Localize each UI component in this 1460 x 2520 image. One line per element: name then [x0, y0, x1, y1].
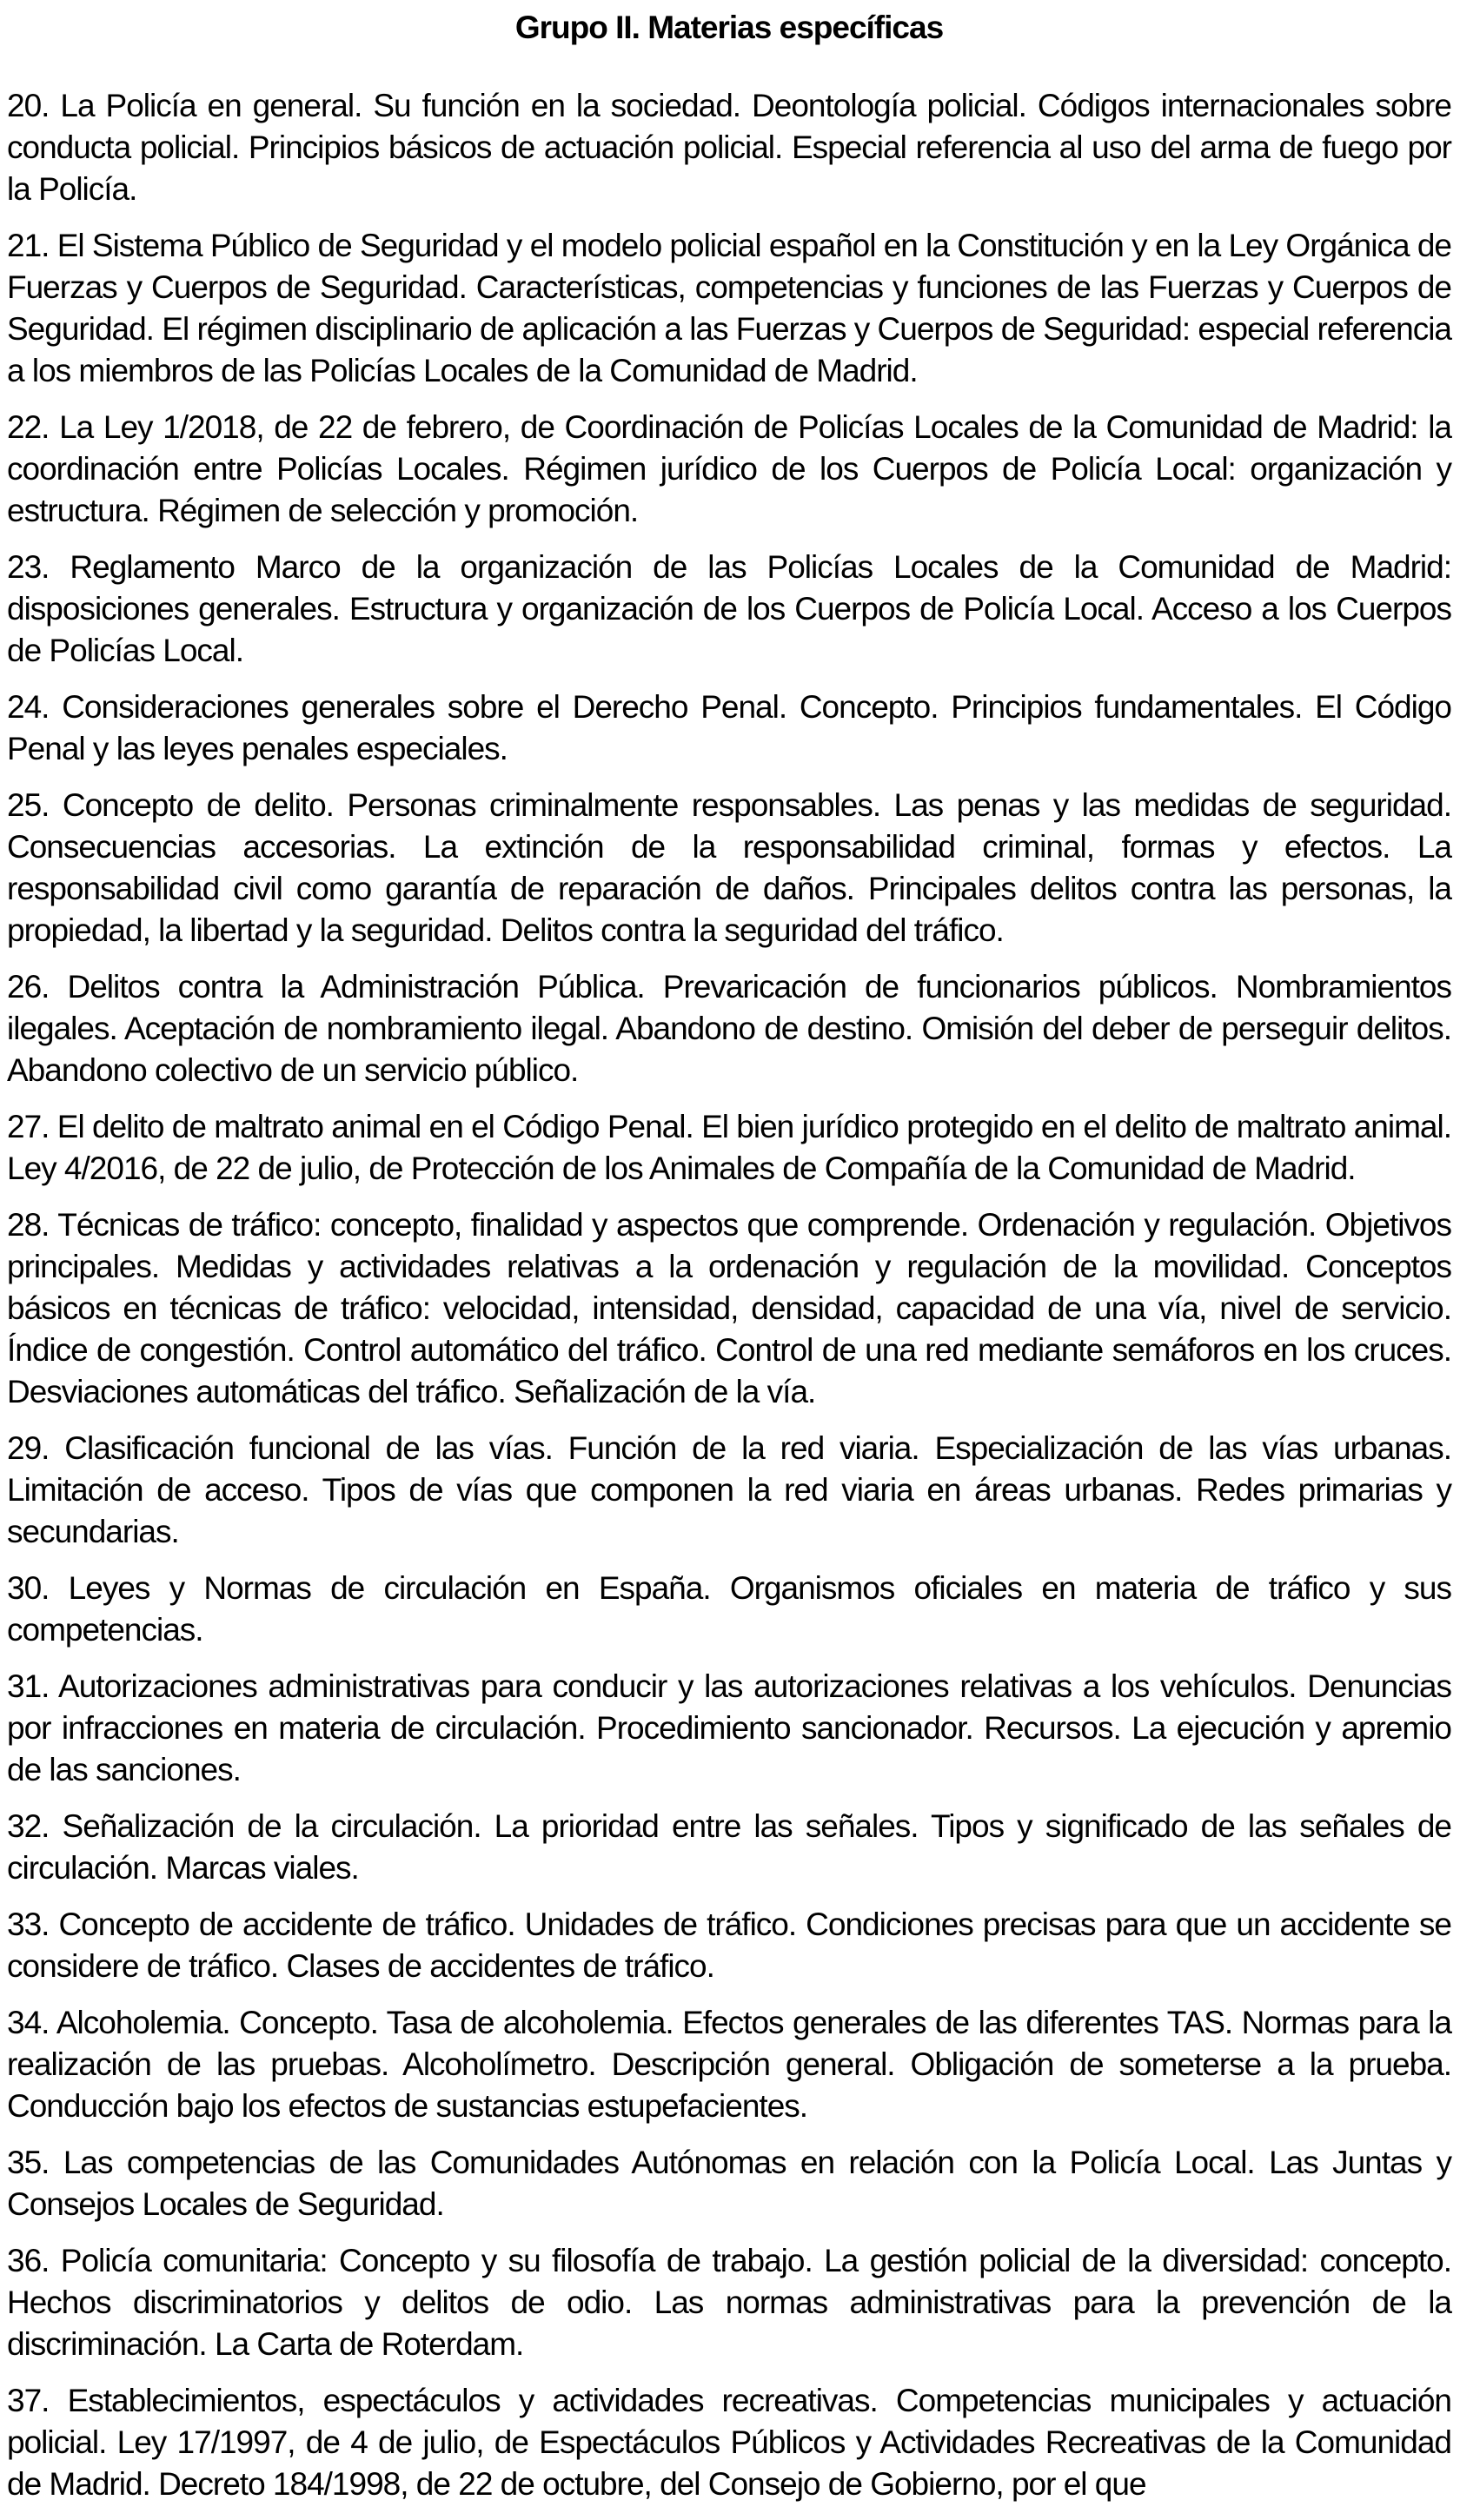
- topic-item-26: [7, 966, 1451, 1091]
- topic-number: 33.: [7, 1907, 50, 1942]
- topic-text: Policía comunitaria: Concepto y su filosofía de trabajo. La gestión policial de la diversidad: concepto. Hechos discriminatorios y delitos de odio. Las normas administrativas para la prevención de la discriminación. La Carta de Roterdam.: [7, 2243, 1451, 2362]
- topic-item-27: [7, 1106, 1451, 1190]
- topic-number: 28.: [7, 1207, 50, 1243]
- topic-item-28: [7, 1204, 1451, 1413]
- topic-item-31: [7, 1666, 1451, 1791]
- page-title: Grupo II. Materias específicas: [514, 10, 944, 45]
- topic-item-35: [7, 2142, 1451, 2225]
- topic-text: El delito de maltrato animal en el Código Penal. El bien jurídico protegido en el delito de maltrato animal. Ley 4/2016, de 22 de julio, de Protección de los Animales de Compañía de la Comunidad de Madrid.: [7, 1109, 1452, 1186]
- topic-number: 29.: [7, 1430, 50, 1466]
- topic-item-37: [7, 2380, 1451, 2505]
- topic-item-25: [7, 785, 1451, 952]
- topic-text: Reglamento Marco de la organización de las Policías Locales de la Comunidad de Madrid: disposiciones generales. Estructura y organización de los Cuerpos de Policía Local. Acceso a los Cuerpos de Policías Local.: [7, 549, 1452, 668]
- topic-number: 36.: [7, 2243, 50, 2278]
- topic-number: 22.: [7, 409, 50, 445]
- topic-item-36: [7, 2240, 1451, 2365]
- topic-item-24: [7, 686, 1451, 770]
- topic-text: Delitos contra la Administración Pública. Prevaricación de funcionarios públicos. Nombramientos ilegales. Aceptación de nombramiento ilegal. Abandono de destino. Omisión del deber de perseguir delitos. Abandono colectivo de un servicio público.: [7, 969, 1451, 1088]
- topic-text: Concepto de delito. Personas criminalmente responsables. Las penas y las medidas de seguridad. Consecuencias accesorias. La extinción de la responsabilidad criminal, formas y efectos. La responsabilidad civil como garantía de reparación de daños. Principales delitos contra las personas, la propiedad, la libertad y la seguridad. Delitos contra la seguridad del tráfico.: [7, 787, 1451, 948]
- topic-number: 30.: [7, 1570, 50, 1606]
- topic-item-29: [7, 1428, 1451, 1553]
- topic-text: Las competencias de las Comunidades Autónomas en relación con la Policía Local. Las Juntas y Consejos Locales de Seguridad.: [7, 2145, 1451, 2222]
- topic-text: Concepto de accidente de tráfico. Unidades de tráfico. Condiciones precisas para que un accidente se considere de tráfico. Clases de accidentes de tráfico.: [7, 1907, 1452, 1984]
- topic-number: 26.: [7, 969, 50, 1005]
- topic-item-34: [7, 2002, 1451, 2127]
- topic-number: 35.: [7, 2145, 50, 2180]
- topic-number: 31.: [7, 1668, 50, 1704]
- topic-text: Consideraciones generales sobre el Derecho Penal. Concepto. Principios fundamentales. El Código Penal y las leyes penales especiales.: [7, 689, 1451, 766]
- topic-text: El Sistema Público de Seguridad y el modelo policial español en la Constitución y en la Ley Orgánica de Fuerzas y Cuerpos de Seguridad. Características, competencias y funciones de las Fuerzas y Cuerpos de Seguridad. El régimen disciplinario de aplicación a las Fuerzas y Cuerpos de Seguridad: especial referencia a los miembros de las Policías Locales de la Comunidad de Madrid.: [7, 228, 1451, 388]
- topic-item-21: [7, 225, 1451, 392]
- topic-text: Autorizaciones administrativas para conducir y las autorizaciones relativas a los vehículos. Denuncias por infracciones en materia de circulación. Procedimiento sancionador. Recursos. La ejecución y apremio de las sanciones.: [7, 1668, 1451, 1787]
- topic-text: Establecimientos, espectáculos y actividades recreativas. Competencias municipales y actuación policial. Ley 17/1997, de 4 de julio, de Espectáculos Públicos y Actividades Recreativas de la Comunidad de Madrid. Decreto 184/1998, de 22 de octubre, del Consejo de Gobierno, por el que: [7, 2383, 1452, 2502]
- topic-number: 27.: [7, 1109, 50, 1144]
- topic-number: 32.: [7, 1808, 50, 1844]
- topic-number: 37.: [7, 2383, 50, 2418]
- topic-item-22: [7, 407, 1451, 532]
- topic-text: Alcoholemia. Concepto. Tasa de alcoholemia. Efectos generales de las diferentes TAS. Normas para la realización de las pruebas. Alcoholímetro. Descripción general. Obligación de someterse a la prueba. Conducción bajo los efectos de sustancias estupefacientes.: [7, 2005, 1451, 2124]
- topic-item-20: [7, 85, 1451, 210]
- topic-text: Leyes y Normas de circulación en España. Organismos oficiales en materia de tráfico y sus competencias.: [7, 1570, 1452, 1648]
- topic-number: 23.: [7, 549, 50, 585]
- topic-text: Clasificación funcional de las vías. Función de la red viaria. Especialización de las vías urbanas. Limitación de acceso. Tipos de vías que componen la red viaria en áreas urbanas. Redes primarias y secundarias.: [7, 1430, 1452, 1549]
- topic-number: 24.: [7, 689, 50, 725]
- topic-text: La Policía en general. Su función en la sociedad. Deontología policial. Códigos internacionales sobre conducta policial. Principios básicos de actuación policial. Especial referencia al uso del arma de fuego por la Policía.: [7, 88, 1452, 207]
- topic-item-30: [7, 1568, 1451, 1651]
- topic-item-32: [7, 1806, 1451, 1889]
- topic-number: 34.: [7, 2005, 50, 2040]
- topic-item-33: [7, 1904, 1451, 1987]
- topic-number: 21.: [7, 228, 50, 263]
- topic-number: 20.: [7, 88, 50, 123]
- topic-text: La Ley 1/2018, de 22 de febrero, de Coordinación de Policías Locales de la Comunidad de Madrid: la coordinación entre Policías Locales. Régimen jurídico de los Cuerpos de Policía Local: organización y estructura. Régimen de selección y promoción.: [7, 409, 1451, 528]
- topic-number: 25.: [7, 787, 50, 823]
- topic-text: Señalización de la circulación. La prioridad entre las señales. Tipos y significado de las señales de circulación. Marcas viales.: [7, 1808, 1452, 1886]
- topic-item-23: [7, 547, 1451, 672]
- topic-text: Técnicas de tráfico: concepto, finalidad y aspectos que comprende. Ordenación y regulación. Objetivos principales. Medidas y actividades relativas a la ordenación y regulación de la movilidad. Conceptos básicos en técnicas de tráfico: velocidad, intensidad, densidad, capacidad de una vía, nivel de servicio. Índice de congestión. Control automático del tráfico. Control de una red mediante semáforos en los cruces. Desviaciones automáticas del tráfico. Señalización de la vía.: [7, 1207, 1451, 1409]
